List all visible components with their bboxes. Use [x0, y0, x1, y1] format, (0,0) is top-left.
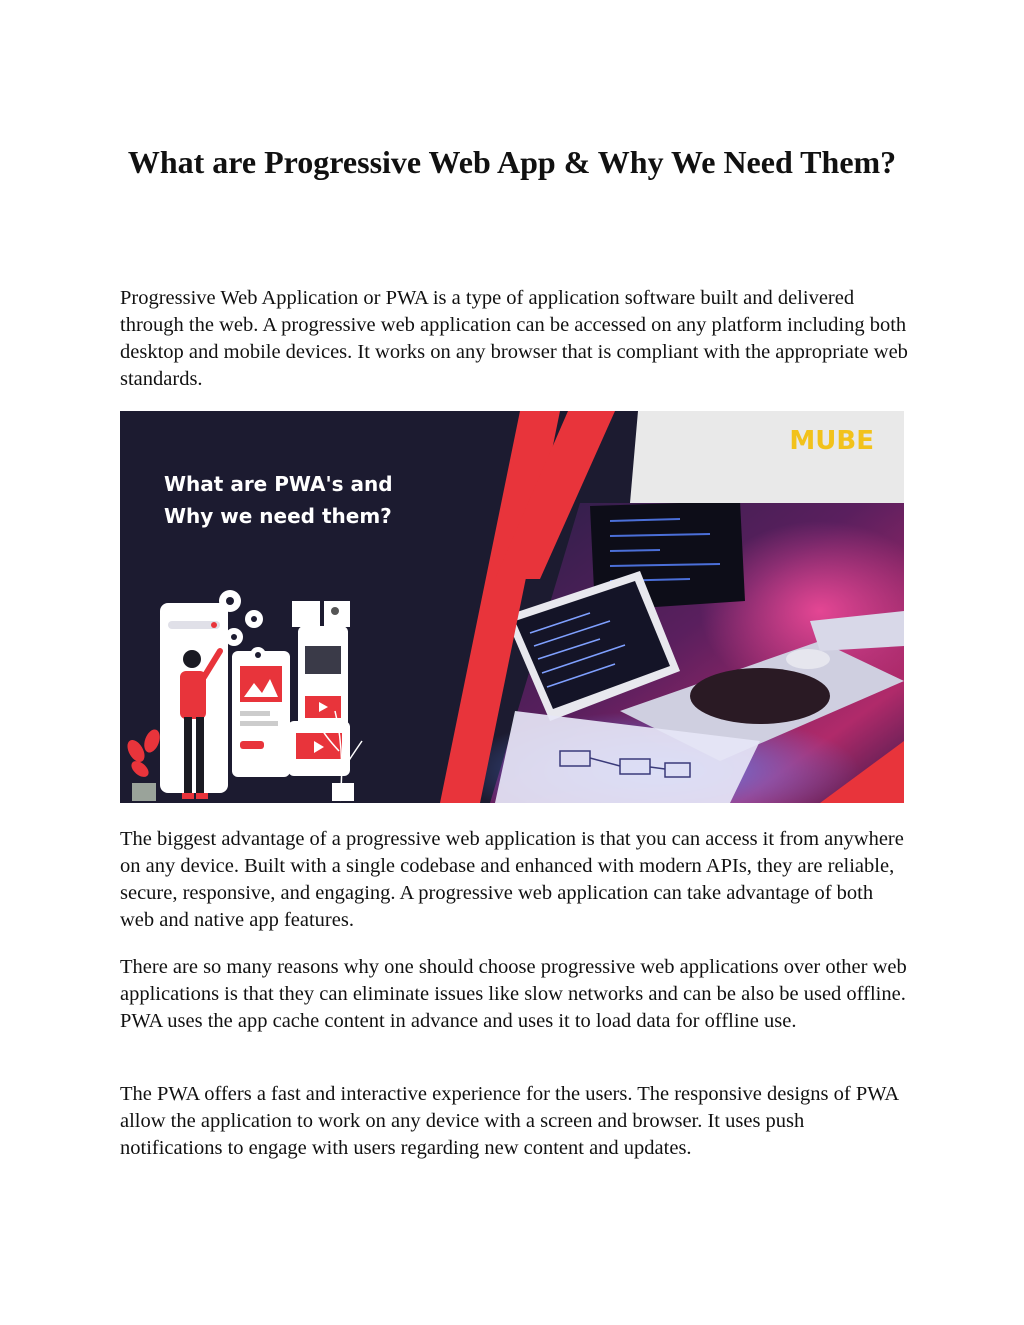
advantage-paragraph: The biggest advantage of a progressive web application is that you can access it from anywhere on any device. Built with a single codebase and enhanced with modern APIs, they are reliable, secure, responsive, and engaging. A progressive web application can take advantage of both web and native app features.	[120, 828, 904, 931]
banner-headline-line2: Why we need them?	[164, 504, 392, 528]
reasons-paragraph: There are so many reasons why one should choose progressive web applications over other web applications is that they can eliminate issues like slow networks and can be also be used offline. PWA uses the app cache content in advance and uses it to load data for offline use.	[120, 956, 907, 1032]
brand-logo: MUBE	[789, 426, 874, 456]
intro-paragraph: Progressive Web Application or PWA is a type of application software built and delivered through the web. A progressive web application can be accessed on any platform including both desktop and mobile devices. It works on any browser that is compliant with the appropriate web standards.	[120, 287, 908, 390]
experience-paragraph: The PWA offers a fast and interactive experience for the users. The responsive designs of PWA allow the application to work on any device with a screen and browser. It uses push notifications to engage with users regarding new content and updates.	[120, 1083, 899, 1159]
logo-panel	[630, 411, 904, 503]
hero-banner-image	[120, 411, 904, 803]
banner-headline-line1: What are PWA's and	[164, 472, 393, 496]
article-title: What are Progressive Web App & Why We Need Them?	[127, 144, 897, 180]
